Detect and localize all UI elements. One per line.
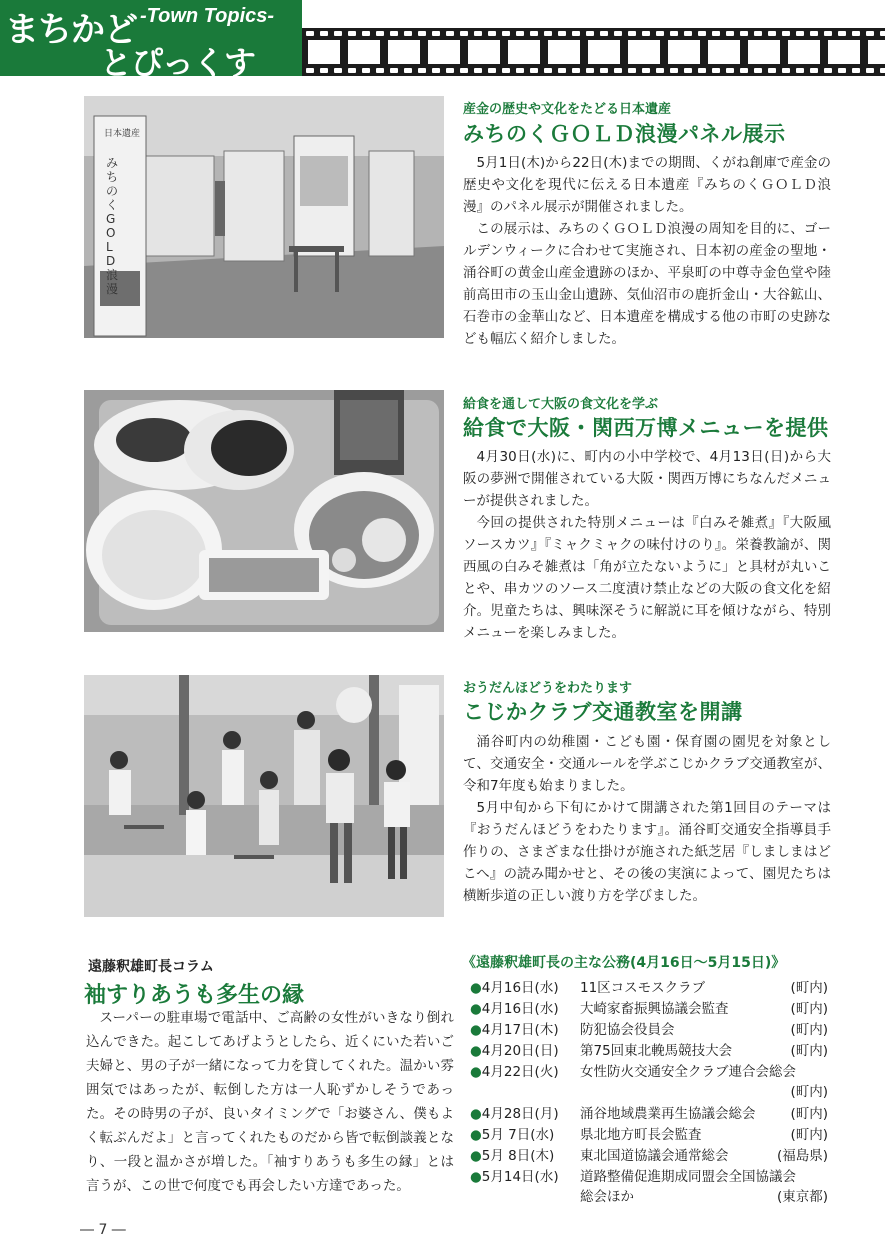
duty-place: (町内) — [790, 1001, 828, 1017]
duty-date: ●5月14日(水) — [470, 1169, 559, 1185]
article-kicker: 給食を通して大阪の食文化を学ぶ — [463, 397, 659, 412]
duty-event: 女性防火交通安全クラブ連合会総会 — [580, 1064, 796, 1080]
duty-row-continued — [470, 1185, 830, 1205]
duty-event: 大崎家畜振興協議会監査 — [580, 1001, 729, 1017]
duty-date: ●4月17日(木) — [470, 1022, 559, 1038]
article-kicker: 産金の歴史や文化をたどる日本遺産 — [463, 102, 672, 117]
header-title-line2: とぴっくす — [100, 44, 256, 82]
duty-date: ●4月16日(水) — [470, 1001, 559, 1017]
article-headline: みちのくＧＯＬＤ浪漫パネル展示 — [463, 122, 786, 146]
duty-row — [470, 976, 830, 996]
column-body: スーパーの駐車場で電話中、ご高齢の女性がいきなり倒れ込んできた。起こしてあげようとしたら、近くにいた若いご夫婦と、男の子が一緒になって力を貸してくれた。温かい雰囲気ではあったが、転倒した方は一人恥ずかしそうであった。その時男の子が、良いタイミングで「お婆さん、僕もよく転ぶんだよ」と言ってくれたものだから皆で転倒談義となり、一段と温かさが増した。「袖すりあうも多生の縁」とは言うが、この世で何度でも再会したい方達であった。 — [86, 1010, 454, 1194]
duty-event: 総会ほか — [580, 1189, 634, 1205]
duty-row — [470, 1144, 830, 1164]
header-title-line1: まちかど — [5, 10, 137, 50]
duty-place: (町内) — [790, 1084, 828, 1100]
film-strip-decoration — [302, 28, 885, 76]
article-headline: 給食で大阪・関西万博メニューを提供 — [463, 416, 829, 440]
duty-date: ●4月20日(日) — [470, 1043, 559, 1059]
duty-row — [470, 1060, 830, 1080]
duty-row — [470, 1123, 830, 1143]
article-paragraph: 4月30日(水)に、町内の小中学校で、4月13日(日)から大阪の夢洲で開催されている大阪・関西万博にちなんだメニューが提供されました。 — [463, 449, 831, 509]
column-title: 袖すりあうも多生の縁 — [84, 983, 305, 1008]
duty-event: 東北国道協議会通常総会 — [580, 1148, 729, 1164]
duty-row — [470, 1165, 830, 1185]
duty-row — [470, 997, 830, 1017]
duty-row — [470, 1102, 830, 1122]
duties-title: 《遠藤釈雄町長の主な公務(4月16日～5月15日)》 — [462, 955, 786, 971]
duty-row-continued — [470, 1080, 830, 1100]
duty-date: ●5月 7日(水) — [470, 1127, 555, 1143]
photo-school-lunch-expo-menu — [84, 390, 444, 632]
duty-event: 11区コスモスクラブ — [580, 980, 706, 996]
article-paragraph: 5月1日(木)から22日(木)までの期間、くがね創庫で産金の歴史や文化を現代に伝える日本遺産『みちのくＧＯＬＤ浪漫』のパネル展示が開催されました。 — [463, 155, 831, 215]
page-number: ― 7 ― — [80, 1222, 126, 1238]
article-headline: こじかクラブ交通教室を開講 — [463, 700, 743, 724]
article-kicker: おうだんほどうをわたります — [463, 681, 633, 696]
duty-date: ●4月16日(水) — [470, 980, 559, 996]
photo-banner-label: 日本遺産 — [104, 129, 141, 139]
duty-row — [470, 1039, 830, 1059]
duty-place: (町内) — [790, 1106, 828, 1122]
duty-event: 県北地方町長会監査 — [580, 1127, 702, 1143]
article-paragraph: 今回の提供された特別メニューは『白みそ雑煮』『大阪風ソースカツ』『ミャクミャクの味付けのり』。栄養教諭が、関西風の白みそ雑煮は「角が立たないように」と具材が丸いことや、串カツのソース二度漬け禁止などの大阪の食文化を紹介。児童たちは、興味深そうに解説に耳を傾けながら、特別メニューを楽しみました。 — [463, 515, 831, 641]
header-title-english: -Town Topics- — [140, 5, 275, 27]
duty-event: 第75回東北輓馬競技大会 — [580, 1043, 733, 1059]
duty-event: 道路整備促進期成同盟会全国協議会 — [580, 1169, 796, 1185]
duty-row — [470, 1018, 830, 1038]
duty-place: (町内) — [790, 980, 828, 996]
duty-place: (東京都) — [776, 1189, 828, 1205]
header-banner — [0, 0, 302, 82]
duty-event: 防犯協会役員会 — [580, 1022, 675, 1038]
duty-place: (町内) — [790, 1043, 828, 1059]
article-paragraph: 5月中旬から下旬にかけて開講された第1回目のテーマは『おうだんほどうをわたります』。涌谷町交通安全指導員手作りの、さまざまな仕掛けが施された紙芝居『しましまはどこへ』の読み聞かせと、その後の実演によって、園児たちは横断歩道の正しい渡り方を学びました。 — [463, 800, 831, 904]
duty-date: ●4月28日(月) — [470, 1106, 559, 1122]
duty-place: (町内) — [790, 1022, 828, 1038]
duty-date: ●4月22日(火) — [470, 1064, 559, 1080]
duty-place: (福島県) — [776, 1148, 828, 1164]
duty-place: (町内) — [790, 1127, 828, 1143]
duty-date: ●5月 8日(木) — [470, 1148, 555, 1164]
article-paragraph: 涌谷町内の幼稚園・こども園・保育園の園児を対象として、交通安全・交通ルールを学ぶこじかクラブ交通教室が、令和7年度も始まりました。 — [463, 734, 831, 794]
photo-gold-panel-exhibit — [84, 96, 444, 338]
duty-event: 涌谷地域農業再生協議会総会 — [580, 1106, 756, 1122]
column-kicker: 遠藤釈雄町長コラム — [88, 959, 214, 975]
photo-kojika-traffic-class — [84, 675, 444, 917]
photo-banner-title: みちのくGOLD浪漫 — [106, 156, 119, 296]
article-paragraph: この展示は、みちのくＧＯＬＤ浪漫の周知を目的に、ゴールデンウィークに合わせて実施され、日本初の産金の聖地・涌谷町の黄金山産金遺跡のほか、平泉町の中尊寺金色堂や陸前高田市の玉山金山遺跡、気仙沼市の鹿折金山・大谷鉱山、石巻市の金華山など、日本遺産を構成する他の市町の史跡なども幅広く紹介しました。 — [463, 221, 831, 347]
